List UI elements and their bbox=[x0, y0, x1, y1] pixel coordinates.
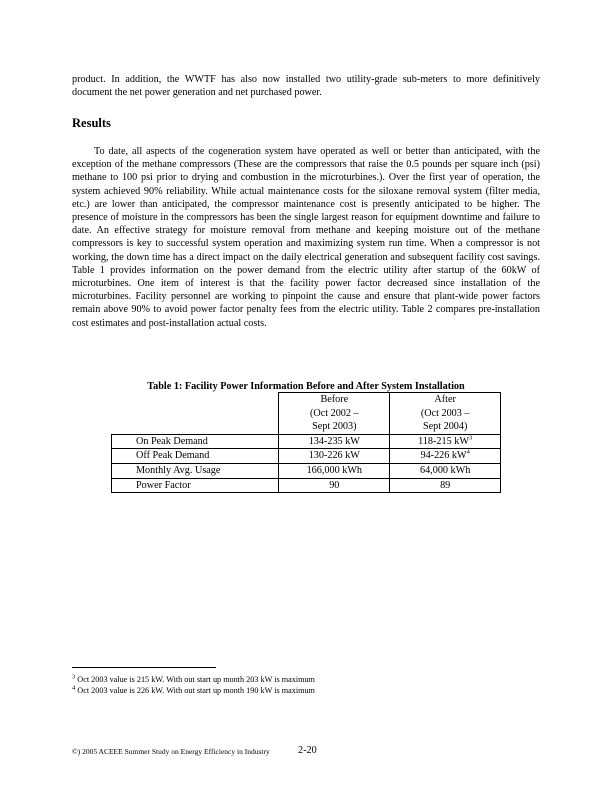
footnote-3 bbox=[72, 674, 315, 685]
footnote-number: 3 bbox=[72, 673, 76, 681]
header-after-line2: (Oct 2003 – bbox=[420, 407, 470, 419]
intro-paragraph: product. In addition, the WWTF has also now installed two utility-grade sub-meters to more definitively document the net power generation and net purchased power. bbox=[72, 74, 540, 99]
row-after-value: 89 bbox=[440, 479, 451, 491]
header-empty-cell bbox=[112, 393, 279, 435]
header-after-line1: After bbox=[434, 394, 456, 405]
row-label: Off Peak Demand bbox=[112, 449, 279, 464]
page-number: 2-20 bbox=[298, 745, 317, 756]
results-paragraph: To date, all aspects of the cogeneration system have operated as well or better than anticipated, with the exception of the methane compressors (These are the compressors that raise the 0.5 pounds per square inch (psi) methane to 100 psi prior to drying and combustion in the microturbines.). Over the first year of operation, the system achieved 90% reliability. While actual maintenance costs for the siloxane removal system (filter media, etc.) are lower than anticipated, the compressor maintenance cost is presently anticipated to be higher. The presence of moisture in the compressors has been the single largest reason for equipment downtime and failure to date. An effective strategy for moisture removal from methane and keeping moisture out of the methane compressors is key to successful system operation and maximizing system run time. When a compressor is not working, the down time has a direct impact on the daily electrical generation and subsequent facility cost savings. Table 1 provides information on the power demand from the electric utility after startup of the 60kW of microturbines. One item of interest is that the facility power factor decreased since installation of the microturbines. Facility personnel are working to pinpoint the cause and ensure that plant-wide power factors remain above 90% to avoid power factor penalty fees from the electric utility. Table 2 compares pre-installation cost estimates and post-installation actual costs. bbox=[72, 146, 540, 329]
footnote-ref: 4 bbox=[466, 448, 470, 456]
row-after bbox=[390, 463, 501, 478]
table-caption: Table 1: Facility Power Information Before and After System Installation bbox=[147, 381, 465, 392]
row-label: On Peak Demand bbox=[112, 434, 279, 449]
row-after bbox=[390, 478, 501, 493]
row-label: Monthly Avg. Usage bbox=[112, 463, 279, 478]
row-before: 166,000 kWh bbox=[279, 463, 390, 478]
footnote-text: Oct 2003 value is 215 kW. With out start up month 203 kW is maximum bbox=[75, 675, 315, 684]
row-after bbox=[390, 449, 501, 464]
table-row bbox=[112, 449, 501, 464]
header-before-line2: (Oct 2002 – bbox=[309, 407, 359, 419]
row-after-value: 94-226 kW bbox=[420, 450, 467, 462]
row-after-value: 118-215 kW bbox=[418, 435, 469, 447]
row-label: Power Factor bbox=[112, 478, 279, 493]
footnote-text: Oct 2003 value is 226 kW. With out start up month 190 kW is maximum bbox=[75, 686, 315, 695]
header-after bbox=[390, 393, 501, 435]
row-after bbox=[390, 434, 501, 449]
row-before: 134-235 kW bbox=[279, 434, 390, 449]
header-before-line3: Sept 2003) bbox=[312, 421, 357, 433]
header-after-line3: Sept 2004) bbox=[422, 421, 468, 433]
row-before: 90 bbox=[279, 478, 390, 493]
row-before: 130-226 kW bbox=[279, 449, 390, 464]
footnote-divider bbox=[72, 667, 216, 668]
footnote-4 bbox=[72, 685, 315, 696]
footer-copyright: ©) 2005 ACEEE Summer Study on Energy Efficiency in Industry bbox=[72, 747, 270, 756]
header-before-line1: Before bbox=[320, 394, 349, 405]
table-header-row bbox=[112, 393, 501, 435]
footnote-number: 4 bbox=[72, 684, 76, 692]
results-heading: Results bbox=[72, 116, 111, 130]
table-row bbox=[112, 478, 501, 493]
row-after-value: 64,000 kWh bbox=[419, 464, 471, 476]
footnote-ref: 3 bbox=[468, 434, 473, 442]
facility-power-table bbox=[111, 392, 501, 493]
table-row bbox=[112, 434, 501, 449]
header-before bbox=[279, 393, 390, 435]
table-row bbox=[112, 463, 501, 478]
